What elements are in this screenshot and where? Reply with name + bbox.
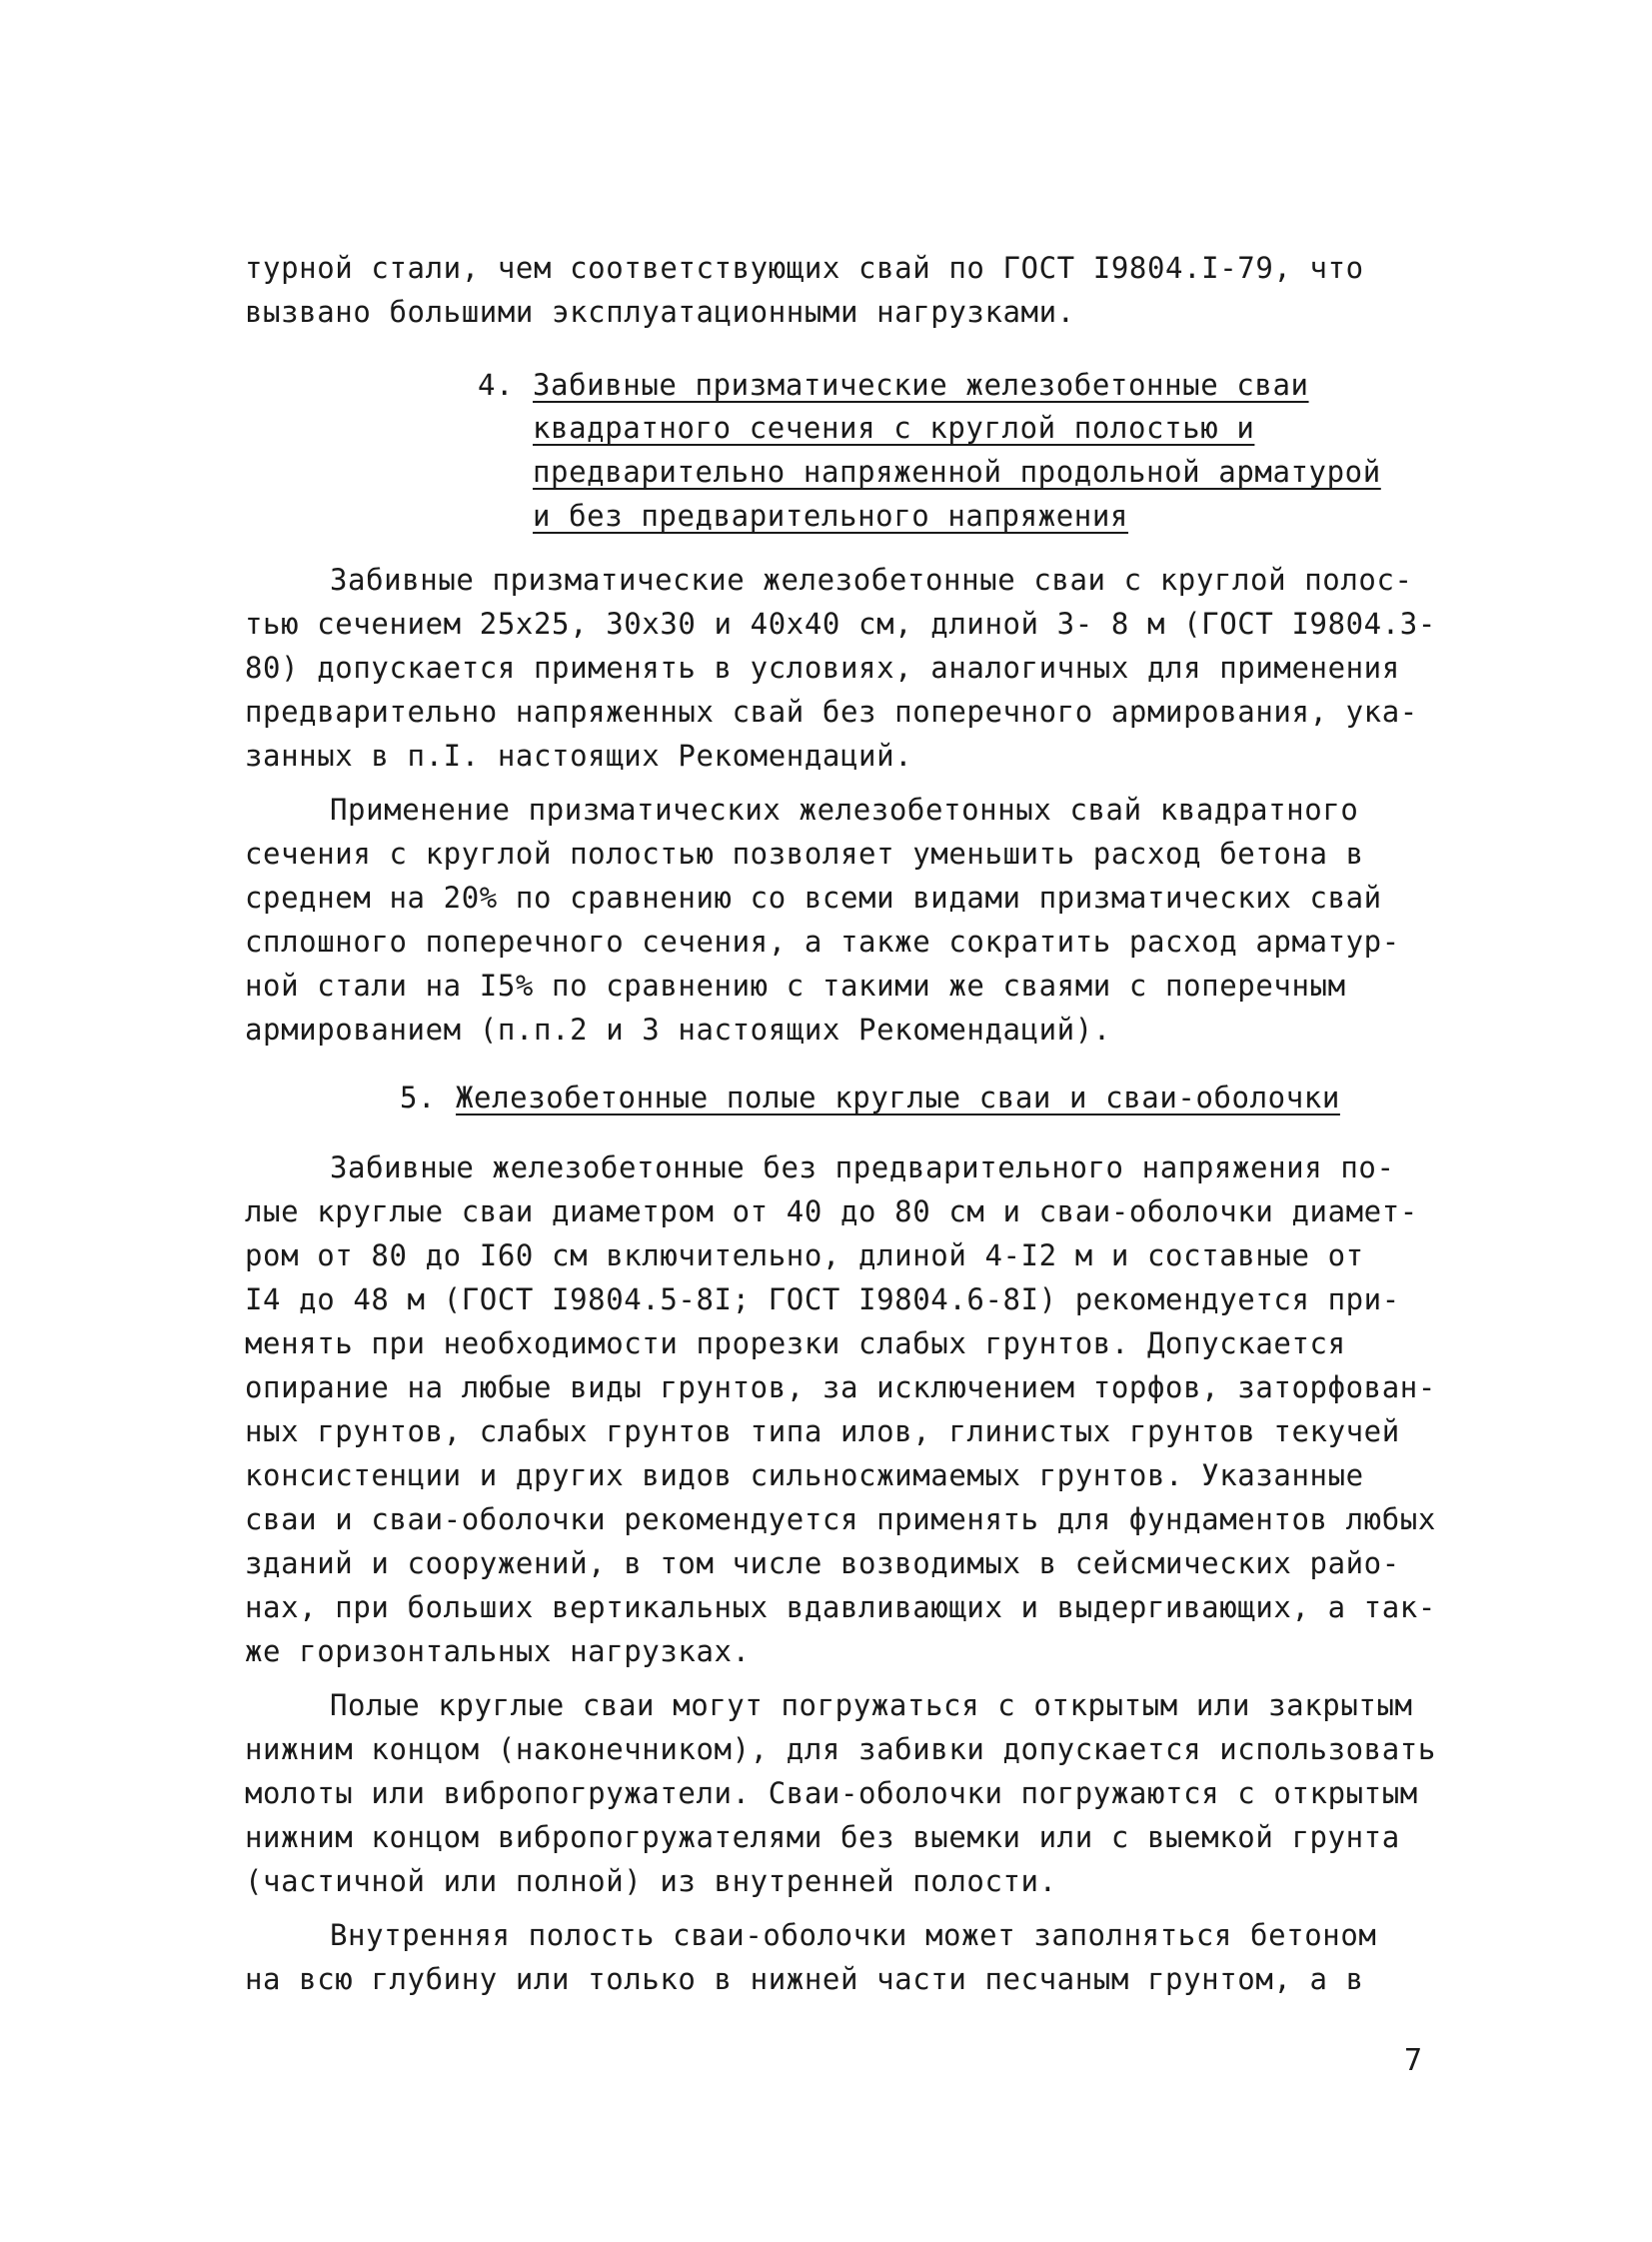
s5-p1-line-2: лые круглые сваи диаметром от 40 до 80 см и сваи-оболочки диамет- — [245, 1194, 1418, 1228]
section-5-number: 5. — [400, 1081, 437, 1115]
s5-p1-line-12: же горизонтальных нагрузках. — [245, 1634, 751, 1668]
s5-p2-line-5: (частичной или полной) из внутренней полости. — [245, 1864, 1057, 1898]
s4-p1-line-3: 80) допускается применять в условиях, аналогичных для применения — [245, 651, 1400, 685]
s5-p3-line-1: Внутренняя полость сваи-оболочки может заполняться бетоном — [330, 1918, 1377, 1952]
page-number: 7 — [1404, 2043, 1423, 2078]
s4-p1-line-4: предварительно напряженных свай без поперечного армирования, ука- — [245, 695, 1418, 729]
s5-p1-line-5: менять при необходимости прорезки слабых грунтов. Допускается — [245, 1326, 1346, 1360]
intro-line-2: вызвано большими эксплуатационными нагрузками. — [245, 295, 1075, 329]
s5-p2-line-2: нижним концом (наконечником), для забивки допускается использовать — [245, 1732, 1436, 1766]
section-4-number: 4. — [478, 368, 515, 402]
s5-p2-line-4: нижним концом вибропогружателями без выемки или с выемкой грунта — [245, 1820, 1400, 1854]
s5-p1-line-10: зданий и сооружений, в том числе возводимых в сейсмических райо- — [245, 1546, 1400, 1580]
s4-p2-line-5: ной стали на I5% по сравнению с такими же сваями с поперечным — [245, 969, 1346, 1003]
s5-p1-line-3: ром от 80 до I60 см включительно, длиной 4-I2 м и составные от — [245, 1238, 1364, 1272]
s4-p1-line-1: Забивные призматические железобетонные сваи с круглой полос- — [330, 563, 1413, 597]
intro-line-1: турной стали, чем соответствующих свай по ГОСТ I9804.I-79, что — [245, 251, 1364, 285]
s4-p2-line-2: сечения с круглой полостью позволяет уменьшить расход бетона в — [245, 837, 1364, 871]
section-4-title-line-2: квадратного сечения с круглой полостью и — [533, 411, 1255, 445]
section-4-title-line-4: и без предварительного напряжения — [533, 499, 1128, 533]
section-4-title-line-3: предварительно напряженной продольной арматурой — [533, 455, 1381, 489]
s4-p1-line-5: занных в п.I. настоящих Рекомендаций. — [245, 739, 913, 773]
s4-p2-line-4: сплошного поперечного сечения, а также сократить расход арматур- — [245, 925, 1400, 959]
s5-p1-line-11: нах, при больших вертикальных вдавливающих и выдергивающих, а так- — [245, 1590, 1436, 1624]
s5-p1-line-1: Забивные железобетонные без предварительного напряжения по- — [330, 1150, 1395, 1184]
s4-p2-line-6: армированием (п.п.2 и 3 настоящих Рекомендаций). — [245, 1013, 1111, 1047]
s4-p1-line-2: тью сечением 25х25, 30х30 и 40х40 см, длиной 3- 8 м (ГОСТ I9804.3- — [245, 607, 1436, 641]
s5-p2-line-1: Полые круглые сваи могут погружаться с открытым или закрытым — [330, 1688, 1413, 1722]
s4-p2-line-1: Применение призматических железобетонных свай квадратного — [330, 793, 1359, 827]
s5-p1-line-9: сваи и сваи-оболочки рекомендуется применять для фундаментов любых — [245, 1502, 1436, 1536]
section-4-title-line-1: Забивные призматические железобетонные сваи — [533, 368, 1309, 402]
s4-p2-line-3: среднем на 20% по сравнению со всеми видами призматических свай — [245, 881, 1382, 915]
s5-p1-line-8: консистенции и других видов сильносжимаемых грунтов. Указанные — [245, 1458, 1364, 1492]
section-5-title: Железобетонные полые круглые сваи и сваи-оболочки — [456, 1081, 1340, 1115]
s5-p1-line-7: ных грунтов, слабых грунтов типа илов, глинистых грунтов текучей — [245, 1414, 1400, 1448]
s5-p3-line-2: на всю глубину или только в нижней части песчаным грунтом, а в — [245, 1962, 1364, 1996]
s5-p1-line-4: I4 до 48 м (ГОСТ I9804.5-8I; ГОСТ I9804.6-8I) рекомендуется при- — [245, 1282, 1400, 1316]
s5-p2-line-3: молоты или вибропогружатели. Сваи-оболочки погружаются с открытым — [245, 1776, 1418, 1810]
s5-p1-line-6: опирание на любые виды грунтов, за исключением торфов, заторфован- — [245, 1370, 1436, 1404]
